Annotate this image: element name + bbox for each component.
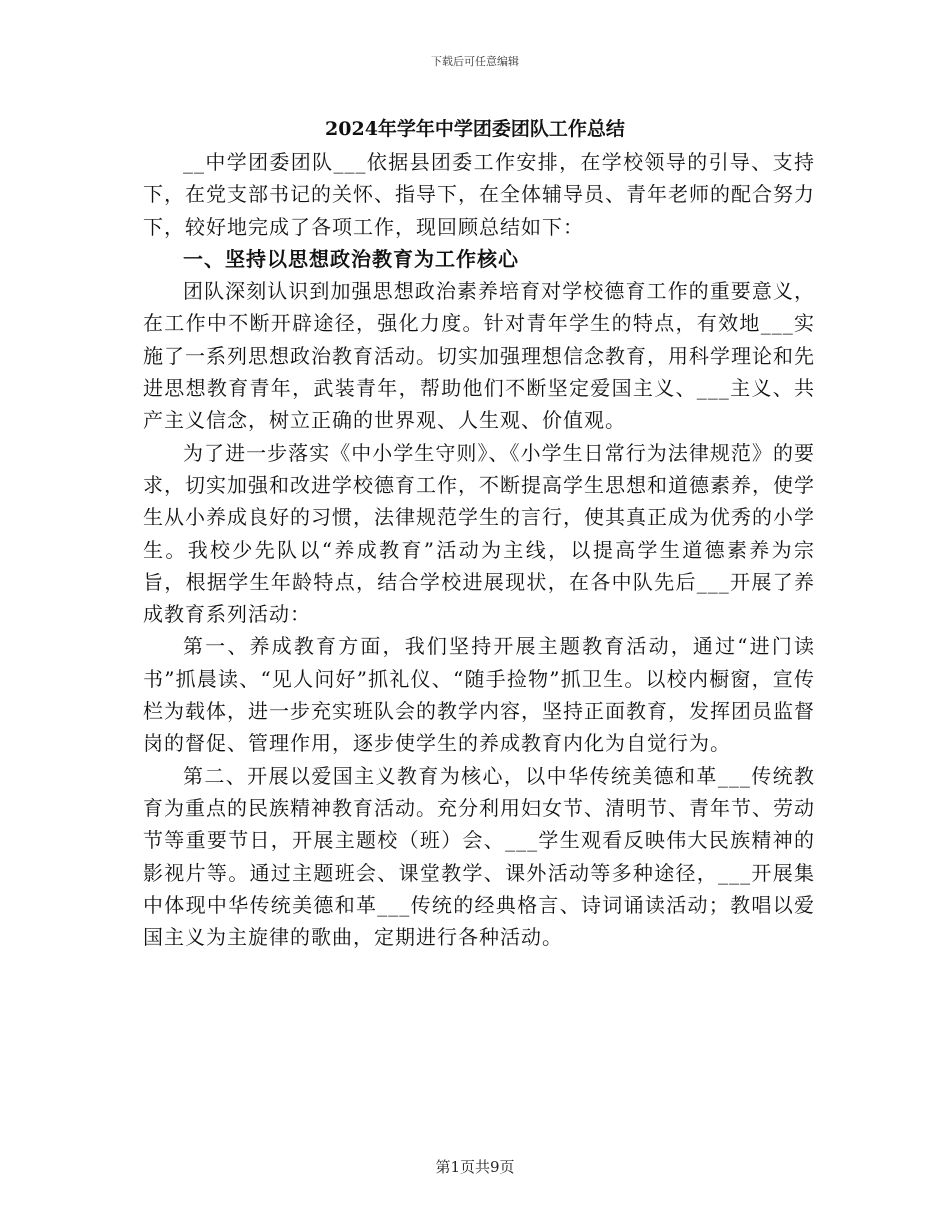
body-paragraph-3: 第一、养成教育方面，我们坚持开展主题教育活动，通过“进门读书”抓晨读、“见人问好”抓礼仪、“随手捡物”抓卫生。以校内橱窗，宣传栏为载体，进一步充实班队会的教学内容，坚持正面教育，发挥团员监督岗的督促、管理作用，逐步使学生的养成教育内化为自觉行为。 [143,634,815,756]
body-paragraph-4: 第二、开展以爱国主义教育为核心，以中华传统美德和革___传统教育为重点的民族精神教育活动。充分利用妇女节、清明节、青年节、劳动节等重要节日，开展主题校（班）会、___学生观看反映伟大民族精神的影视片等。通过主题班会、课堂教学、课外活动等多种途径，___开展集中体现中华传统美德和革___传统的经典格言、诗词诵读活动；教唱以爱国主义为主旋律的歌曲，定期进行各种活动。 [143,763,815,950]
page-number: 第1页共9页 [435,1158,515,1176]
body-paragraph-2: 为了进一步落实《中小学生守则》、《小学生日常行为法律规范》的要求，切实加强和改进学校德育工作，不断提高学生思想和道德素养，使学生从小养成良好的习惯，法律规范学生的言行，使其真正成为优秀的小学生。我校少先队以“养成教育”活动为主线，以提高学生道德素养为宗旨，根据学生年龄特点，结合学校进展现状，在各中队先后___开展了养成教育系列活动： [143,440,815,627]
body-paragraph-1: 团队深刻认识到加强思想政治素养培育对学校德育工作的重要意义，在工作中不断开辟途径，强化力度。针对青年学生的特点，有效地___实施了一系列思想政治教育活动。切实加强理想信念教育，用科学理论和先进思想教育青年，武装青年，帮助他们不断坚定爱国主义、___主义、共产主义信念，树立正确的世界观、人生观、价值观。 [143,279,815,433]
document-body [143,146,815,953]
page-title: 2024年学年中学团委团队工作总结 [325,118,625,140]
intro-paragraph: __中学团委团队___依据县团委工作安排，在学校领导的引导、支持下，在党支部书记的关怀、指导下，在全体辅导员、青年老师的配合努力下，较好地完成了各项工作，现回顾总结如下： [143,150,815,239]
header-note: 下载后可任意编辑 [431,55,519,68]
section-heading: 一、坚持以思想政治教育为工作核心 [183,246,519,271]
